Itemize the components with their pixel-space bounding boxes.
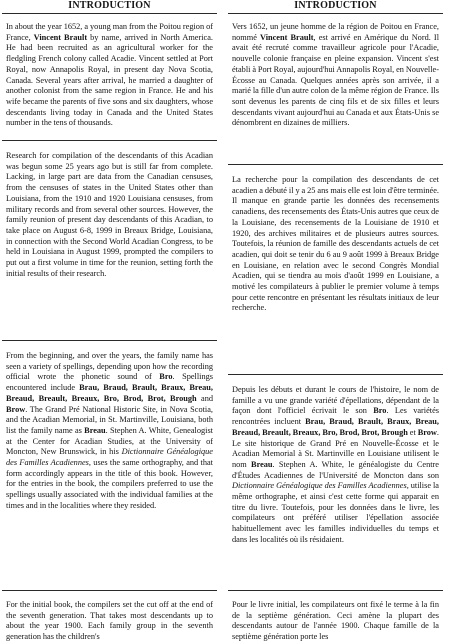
english-divider-2 [2, 340, 217, 341]
dictionary-title: Dictionnaire Généalogique des Familles Acadiennes [6, 447, 213, 468]
french-column [228, 0, 443, 642]
english-heading-rule [2, 13, 217, 14]
french-heading: INTRODUCTION [294, 0, 377, 11]
english-column [2, 0, 217, 642]
english-paragraph-4: For the initial book, the compilers set the cut off at the end of the seventh generation. That takes most descendants up to about the year 1900. Each family group in the seventh generation has the children's [6, 600, 213, 642]
french-divider-1 [228, 164, 443, 165]
french-divider-3 [228, 590, 443, 591]
french-paragraph-2: La recherche pour la compilation des descendants de cet acadien a débuté il y a 25 ans mais elle est loin d'être terminée. Il manque en grande partie les données des recensements canadiens, des recensements des États-Unis autres que ceux de la Louisiane, des recensements de la Louisiane de 1910 et 1920, des archives militaires et de plusieurs autres sources. Toutefois, la réunion de famille des descendants actuels de cet acadien, qui doit se tenir du 6 au 9 août 1999 à Breaux Bridge en Louisiane, en relation avec le second Congrès Mondial Acadien, qui se tiendra au mois d'août 1999 en Louisiane, a motivé les compilateurs à publier le premier volume à temps pour cette rencontre en présentant les résultats initiaux de leur recherche. [232, 175, 439, 313]
vincent-brault-name-fr: Vincent Brault [260, 32, 314, 42]
spellings-list: Brau, Braud, Brault, Braux, Breau, Breaud, Breault, Breaux, Bro, Brod, Brot, Brough [6, 383, 213, 403]
french-paragraph-1: Vers 1652, un jeune homme de la région de Poitou en France, nommé Vincent Brault, est arrivé en Amérique du Nord. Il avait été recruté comme travailleur agricole pour l'Acadie, nouvelle colonie française en pleine expansion. Vincent s'est établi à Port Royal, aujourd'hui Annapolis Royal, en Nouvelle-Écosse au Canada. Quelques années après son arrivée, il a marié la fille d'un autre colon de la même région de France. Ils sont devenus les parents de cinq fils et de six filles et leurs descendants vivant aujourd'hui au Canada et aux États-Unis se dénombrent en dizaines de milliers. [232, 22, 440, 128]
vincent-brault-name: Vincent Brault [33, 32, 88, 42]
english-divider-3 [2, 590, 217, 591]
english-paragraph-2: Research for compilation of the descendants of this Acadian was begun some 25 years ago but is still far from complete. Lacking, in large part are data from the Canadian censuses, from the censuses of states in the United States other than Louisiana, from the 1910 and 1920 Louisiana censuses, from military records and from several other sources. However, the family reunion of present day descendants of this Acadian, to take place on August 6-8, 1999 in Breaux Bridge, Louisiana, in connection with the Second World Acadian Congress, to be held in Louisiana in August 1999, prompted the compilers to put out a first volume in time for the reunion, setting forth the initial results of their research. [6, 151, 213, 278]
english-paragraph-1: In about the year 1652, a young man from the Poitou region of France, Vincent Brault by name, arrived in North America. He had been recruited as an agricultural worker for the fledgling French colony called Acadie. Vincent settled at Port Royal, now Annapolis Royal, in present day Nova Scotia, Canada. Several years after arrival, he married a daughter of another colonist from the same region in France. He and his wife became the parents of five sons and six daughters, whose descendants living today in Canada and the United States number in the tens of thousands. [6, 22, 213, 128]
spellings-list-fr: Brau, Braud, Brault, Braux, Breau, Breaud, Breault, Breaux, Bro, Brod, Brot, Brough [232, 417, 439, 437]
french-heading-rule [228, 13, 443, 14]
english-heading: INTRODUCTION [68, 0, 151, 11]
dictionary-title-fr: Dictionnaire Généalogique des Familles Acadiennes [232, 481, 407, 491]
english-divider-1 [2, 140, 217, 141]
french-divider-2 [228, 374, 443, 375]
english-paragraph-3: From the beginning, and over the years, the family name has seen a variety of spellings, depending upon how the recording official wrote the phonetic sound of Bro. Spellings encountered include Brau, Braud, Brault, Braux, Breau, Breaud, Breault, Breaux, Bro, Brod, Brot, Brough and Brow. The Grand Pré National Historic Site, in Nova Scotia, and the Acadian Memorial, in St. Martinville, Louisiana, both list the family name as Breau. Stephen A. White, Genealogist at the Center for Acadian Studies, at the University of Moncton, New Brunswick, in his Dictionnaire Généalogique des Familles Acadiennes, uses the same orthography, and that form accordingly appears in the title of this book. However, for the entries in the book, the compilers preferred to use the spellings usually associated with the individual families at the times and in the localities where they resided. [6, 351, 214, 510]
french-paragraph-3: Depuis les débuts et durant le cours de l'histoire, le nom de famille a vu une grande variété d'épellations, dépendant de la façon dont l'officiel écrivait le son Bro. Les variétés rencontrées incluent Brau, Braud, Brault, Braux, Breau, Breaud, Breault, Breaux, Bro, Brod, Brot, Brough et Brow. Le site historique de Grand Pré en Nouvelle-Écosse et le Acadian Memorial à St. Martinville en Louisiane utilisent le nom Breau. Stephen A. White, le généalogiste du Centre d'Études Acadiennes de l'Université de Moncton dans son Dictionnaire Généalogique des Familles Acadiennes, utilise la même orthographe, et ainsi c'est cette forme qui apparait en titre du livre. Toutefois, pour les données dans le livre, les compilateurs ont préféré utiliser l'épellation associée habituellement avec les familles individuelles du temps et dans les localités où ils résidaient. [232, 385, 439, 544]
french-paragraph-4: Pour le livre initial, les compilateurs ont fixé le terme à la fin de la septième génération. Ceci amène la plupart des descendants autour de l'année 1900. Chaque famille de la septième génération porte les [232, 600, 439, 642]
